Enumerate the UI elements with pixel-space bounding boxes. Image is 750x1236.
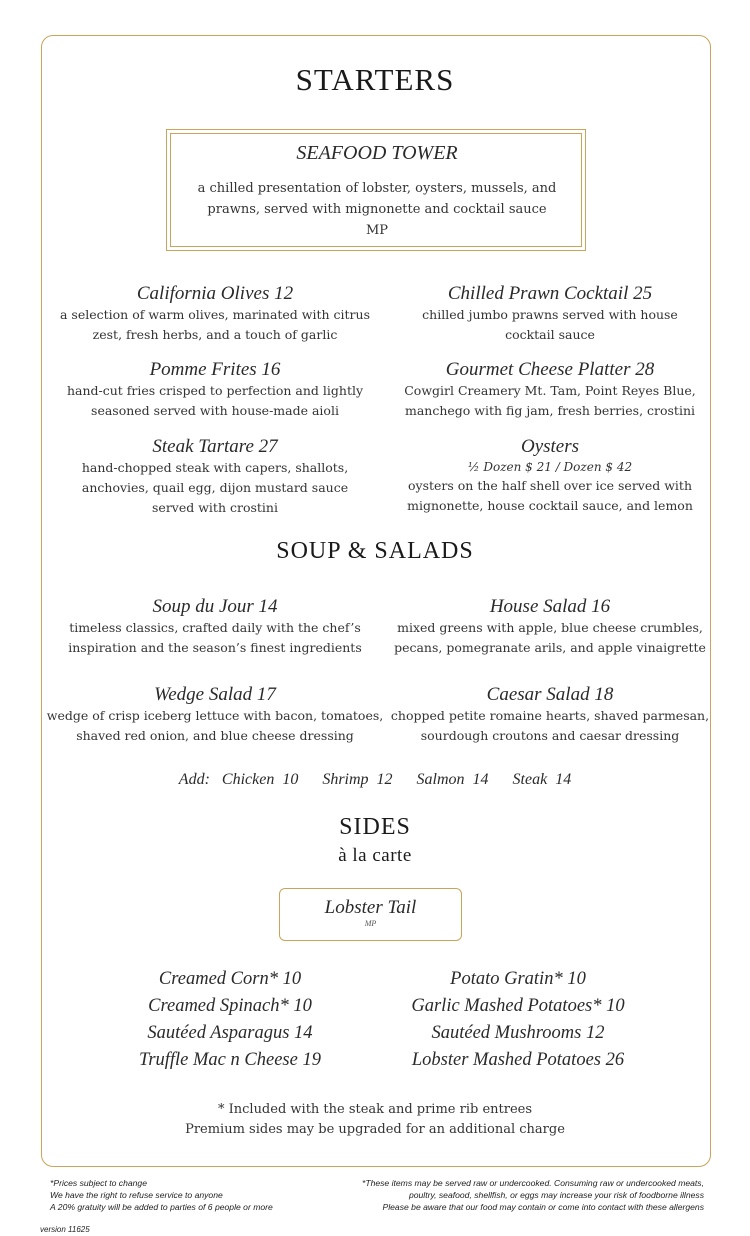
sides-note-included: * Included with the steak and prime rib entrees xyxy=(217,1102,533,1117)
side-item: Sautéed Mushrooms 12 xyxy=(431,1023,605,1043)
item-name: Chilled Prawn Cocktail 25 xyxy=(447,283,653,304)
menu-item-california-olives xyxy=(40,283,390,345)
item-name: House Salad 16 xyxy=(489,596,611,617)
side-item: Potato Gratin* 10 xyxy=(450,969,586,989)
sides-right-column xyxy=(380,966,656,1074)
menu-item-chilled-prawn-cocktail xyxy=(380,283,720,345)
menu-item-wedge-salad xyxy=(40,684,390,746)
footer-note: A 20% gratuity will be added to parties of 6 people or more xyxy=(50,1202,273,1212)
seafood-tower-desc-2: prawns, served with mignonette and cocktail sauce xyxy=(207,202,547,217)
seafood-tower-box xyxy=(166,129,586,251)
lobster-tail-price: MP xyxy=(364,919,377,928)
item-desc-line: zest, fresh herbs, and a touch of garlic xyxy=(92,327,338,342)
menu-item-oysters xyxy=(380,436,720,516)
version-label: version 11625 xyxy=(40,1225,90,1234)
item-desc-line: hand-chopped steak with capers, shallots, xyxy=(81,460,349,475)
item-desc-line: sourdough croutons and caesar dressing xyxy=(420,728,680,743)
lobster-tail-name: Lobster Tail xyxy=(324,897,417,918)
item-desc-line: chilled jumbo prawns served with house xyxy=(422,307,678,322)
footer-right-notes xyxy=(300,1177,704,1213)
item-desc-line: oysters on the half shell over ice served with xyxy=(407,478,692,493)
seafood-tower-price: MP xyxy=(365,223,389,238)
menu-item-gourmet-cheese-platter xyxy=(380,359,720,421)
sides-note-premium: Premium sides may be upgraded for an additional charge xyxy=(185,1122,565,1137)
item-name: Oysters xyxy=(520,436,580,457)
menu-item-pomme-frites xyxy=(40,359,390,421)
menu-item-steak-tartare xyxy=(40,436,390,518)
menu-item-soup-du-jour xyxy=(40,596,390,658)
footer-note: *These items may be served raw or undercooked. Consuming raw or undercooked meats, xyxy=(361,1178,704,1188)
footer-note: We have the right to refuse service to anyone xyxy=(50,1190,223,1200)
item-desc-line: wedge of crisp iceberg lettuce with bacon, tomatoes, xyxy=(46,708,384,723)
item-name: Pomme Frites 16 xyxy=(149,359,281,380)
item-desc-line: mignonette, house cocktail sauce, and lemon xyxy=(407,498,693,513)
side-item: Garlic Mashed Potatoes* 10 xyxy=(411,996,625,1016)
side-item: Truffle Mac n Cheese 19 xyxy=(139,1050,321,1070)
seafood-tower-name: SEAFOOD TOWER xyxy=(296,142,458,164)
footer-note: Please be aware that our food may contain or come into contact with these allergens xyxy=(382,1202,704,1212)
item-desc-line: shaved red onion, and blue cheese dressing xyxy=(76,728,354,743)
item-desc-line: chopped petite romaine hearts, shaved parmesan, xyxy=(390,708,710,723)
item-desc-line: mixed greens with apple, blue cheese crumbles, xyxy=(397,620,703,635)
footer-note: *Prices subject to change xyxy=(50,1178,147,1188)
item-name: Steak Tartare 27 xyxy=(152,436,278,457)
item-name: Soup du Jour 14 xyxy=(152,596,278,617)
item-name: California Olives 12 xyxy=(136,283,294,304)
side-item: Lobster Mashed Potatoes 26 xyxy=(411,1050,625,1070)
item-desc-line: hand-cut fries crisped to perfection and lightly xyxy=(66,383,364,398)
item-price-sub: ½ Dozen $ 21 / Dozen $ 42 xyxy=(467,460,633,474)
item-desc-line: Cowgirl Creamery Mt. Tam, Point Reyes Blue, xyxy=(404,383,696,398)
item-name: Wedge Salad 17 xyxy=(154,684,276,705)
side-item: Creamed Spinach* 10 xyxy=(148,996,312,1016)
sides-subtitle: à la carte xyxy=(338,845,412,866)
menu-item-house-salad xyxy=(380,596,720,658)
item-desc-line: seasoned served with house-made aioli xyxy=(91,403,339,418)
item-desc-line: cocktail sauce xyxy=(505,327,595,342)
item-name: Caesar Salad 18 xyxy=(486,684,614,705)
lobster-tail-box xyxy=(279,888,462,941)
menu-item-caesar-salad xyxy=(380,684,720,746)
sides-title: SIDES xyxy=(339,814,411,840)
item-desc-line: timeless classics, crafted daily with the chef’s xyxy=(69,620,361,635)
seafood-tower-desc-1: a chilled presentation of lobster, oysters, mussels, and xyxy=(197,181,557,196)
item-desc-line: a selection of warm olives, marinated with citrus xyxy=(59,307,370,322)
footer-note: poultry, seafood, shellfish, or eggs may increase your risk of foodborne illness xyxy=(408,1190,704,1200)
side-item: Sautéed Asparagus 14 xyxy=(147,1023,313,1043)
item-desc-line: manchego with fig jam, fresh berries, crostini xyxy=(404,403,696,418)
side-item: Creamed Corn* 10 xyxy=(158,969,302,989)
soup-salads-title: SOUP & SALADS xyxy=(276,538,474,564)
salad-add-ons: Add: Chicken 10 Shrimp 12 Salmon 14 Steak 14 xyxy=(178,771,572,788)
item-name: Gourmet Cheese Platter 28 xyxy=(445,359,655,380)
item-desc-line: pecans, pomegranate arils, and apple vinaigrette xyxy=(394,640,706,655)
sides-left-column xyxy=(80,966,380,1074)
item-desc-line: anchovies, quail egg, dijon mustard sauce xyxy=(81,480,349,495)
item-desc-line: served with crostini xyxy=(152,500,278,515)
item-desc-line: inspiration and the season’s finest ingredients xyxy=(68,640,362,655)
starters-title: STARTERS xyxy=(295,62,455,97)
